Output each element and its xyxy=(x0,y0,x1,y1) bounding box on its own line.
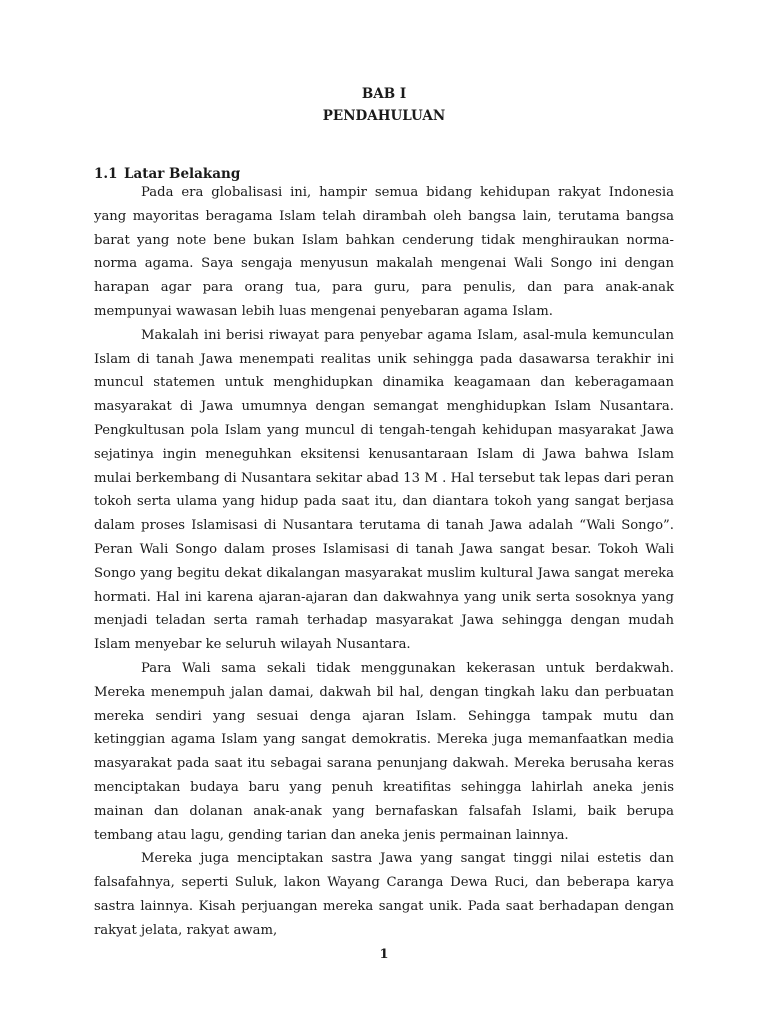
body-text xyxy=(94,181,674,943)
paragraph: Pada era globalisasi ini, hampir semua bidang kehidupan rakyat Indonesia yang mayoritas beragama Islam telah dirambah oleh bangsa lain, terutama bangsa barat yang note bene bukan Islam bahkan cenderung tidak menghiraukan norma-norma agama. Saya sengaja menyusun makalah mengenai Wali Songo ini dengan harapan agar para orang tua, para guru, para penulis, dan para anak-anak mempunyai wawasan lebih luas mengenai penyebaran agama Islam. xyxy=(94,185,674,319)
section-title: Latar Belakang xyxy=(124,166,241,182)
chapter-title: PENDAHULUAN xyxy=(322,108,446,124)
paragraph: Mereka juga menciptakan sastra Jawa yang sangat tinggi nilai estetis dan falsafahnya, seperti Suluk, lakon Wayang Caranga Dewa Ruci, dan beberapa karya sastra lainnya. Kisah perjuangan mereka sangat unik. Pada saat berhadapan dengan rakyat jelata, rakyat awam, xyxy=(94,851,674,938)
paragraph: Para Wali sama sekali tidak menggunakan kekerasan untuk berdakwah. Mereka menempuh jalan damai, dakwah bil hal, dengan tingkah laku dan perbuatan mereka sendiri yang sesuai denga ajaran Islam. Sehingga tampak mutu dan ketinggian agama Islam yang sangat demokratis. Mereka juga memanfaatkan media masyarakat pada saat itu sebagai sarana penunjang dakwah. Mereka berusaha keras menciptakan budaya baru yang penuh kreatifitas sehingga lahirlah aneka jenis mainan dan dolanan anak-anak yang bernafaskan falsafah Islami, baik berupa tembang atau lagu, gending tarian dan aneka jenis permainan lainnya. xyxy=(94,660,674,843)
page-number: 1 xyxy=(379,947,389,962)
paragraph: Makalah ini berisi riwayat para penyebar agama Islam, asal-mula kemunculan Islam di tanah Jawa menempati realitas unik sehingga pada dasawarsa terakhir ini muncul statemen untuk menghidupkan dinamika keagamaan dan keberagamaan masyarakat di Jawa umumnya dengan semangat menghidupkan Islam Nusantara. Pengkultusan pola Islam yang muncul di tengah-tengah kehidupan masyarakat Jawa sejatinya ingin meneguhkan eksitensi kenusantaraan Islam di Jawa bahwa Islam mulai berkembang di Nusantara sekitar abad 13 M . Hal tersebut tak lepas dari peran tokoh serta ulama yang hidup pada saat itu, dan diantara tokoh yang sangat berjasa dalam proses Islamisasi di Nusantara terutama di tanah Jawa adalah “Wali Songo”. Peran Wali Songo dalam proses Islamisasi di tanah Jawa sangat besar. Tokoh Wali Songo yang begitu dekat dikalangan masyarakat muslim kultural Jawa sangat mereka hormati. Hal ini karena ajaran-ajaran dan dakwahnya yang unik serta sosoknya yang menjadi teladan serta ramah terhadap masyarakat Jawa sehingga dengan mudah Islam menyebar ke seluruh wilayah Nusantara. xyxy=(94,327,674,653)
section-number: 1.1 xyxy=(94,166,118,182)
chapter-number: BAB I xyxy=(361,86,407,102)
